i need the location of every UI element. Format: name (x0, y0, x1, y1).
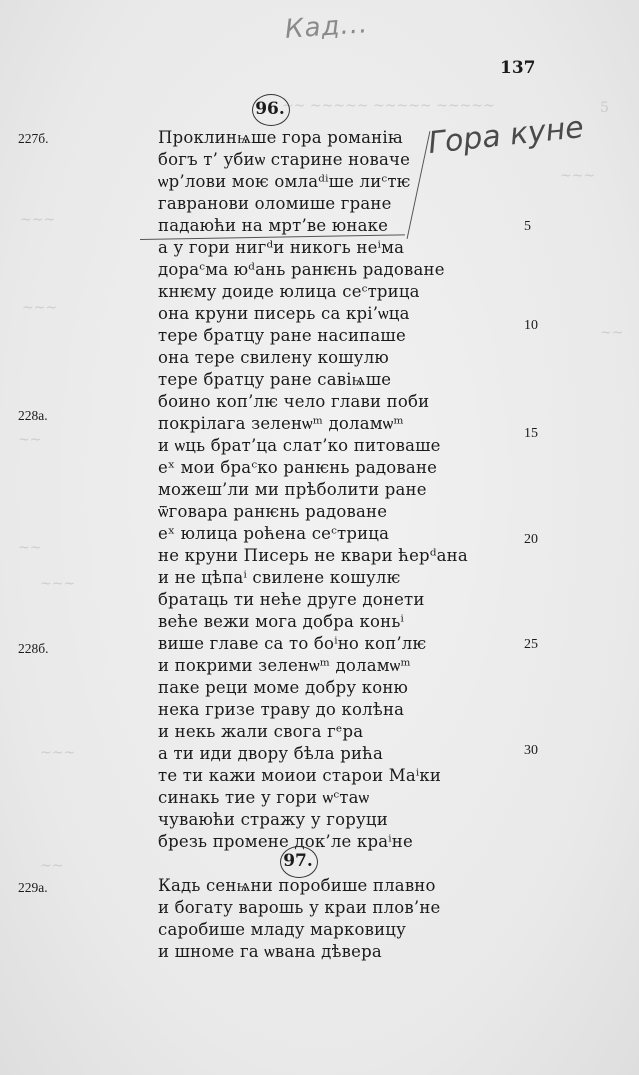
verse-line: и богату варошь у краи плов’не (158, 898, 441, 917)
verse-line: синакь тие у гори ѡᶜтаѡ (158, 788, 370, 807)
line-number: 20 (524, 532, 538, 547)
verse-line: тере братцу ране савiѩше (158, 370, 392, 389)
verse-line: eˣ мои браᶜко ранѥнь радоване (158, 458, 438, 477)
verse-line: и ѡць брат’ца слат’ко питоваше (158, 436, 441, 455)
line-number: 15 (524, 426, 538, 441)
verse-line: можеш’ли ми прѣболити ране (158, 480, 427, 499)
verse-line: боино коп’лѥ чело глави поби (158, 392, 430, 411)
verse-line: она тере свилену кошулю (158, 348, 389, 367)
verse-line: а ти иди двору бѣла рића (158, 744, 384, 763)
verse-line: Проклинѩше гора романiꙗ (158, 128, 403, 147)
line-number: 5 (524, 219, 531, 234)
bleed-through: ~~ (18, 540, 42, 556)
verse-line: брезь промене док’ле краⁱне (158, 832, 413, 851)
verse-line: она круни писерь са крi’ѡца (158, 304, 410, 323)
manuscript-ref: 228б. (18, 641, 49, 656)
pencil-margin-note: Гора куне (426, 109, 586, 162)
verse-line: падаюћи на мрт’ве юнаке (158, 216, 389, 235)
verse-line: паке реци моме добру коню (158, 678, 409, 697)
pencil-annotation-top: Кад... (284, 9, 370, 45)
verse-line: покрiлага зеленѡᵐ доламѡᵐ (158, 414, 404, 433)
verse-line: кнѥму доиде юлица сеᶜтрица (158, 282, 420, 301)
verse-line: и не цѣпаⁱ свилене кошулѥ (158, 568, 401, 587)
bleed-through: ~~ (40, 858, 64, 874)
bleed-through: ~~~ (560, 168, 596, 184)
bleed-through: ~~~ (40, 745, 76, 761)
verse-line: а у гори нигᵈи никогь неⁱма (158, 238, 405, 257)
bleed-through: ~~ (18, 432, 42, 448)
verse-line: тере братцу ране насипаше (158, 326, 406, 345)
verse-line: и шноме га ѡвана дѣвера (158, 942, 382, 961)
line-number: 25 (524, 637, 538, 652)
line-number: 30 (524, 743, 538, 758)
verse-line: чуваюћи стражу у горуци (158, 810, 388, 829)
verse-line: нека гризе траву до колѣна (158, 700, 405, 719)
verse-line: те ти кажи моиои старои Маⁱки (158, 766, 442, 785)
verse-line: саробише младу марковицу (158, 920, 407, 939)
bleed-through: ~~ (600, 325, 624, 341)
bleed-through: 5 (600, 100, 609, 116)
verse-line: више главе са то боⁱно коп’лѥ (158, 634, 427, 653)
verse-line: гавранови оломише гране (158, 194, 392, 213)
manuscript-ref: 228а. (18, 408, 48, 423)
poem-number: 97. (283, 851, 313, 871)
verse-line: дораᶜма юᵈань ранѥнь радоване (158, 260, 445, 279)
verse-line: богъ т’ убиѡ старине новаче (158, 150, 411, 169)
bleed-through: ~~~ (40, 576, 76, 592)
bleed-through: ~~~ (20, 212, 56, 228)
poem-number: 96. (255, 99, 285, 119)
page-number: 137 (500, 58, 536, 78)
bleed-through: ~~ ~~~~~ ~~~~~ ~~~~~ (282, 98, 495, 114)
manuscript-ref: 229а. (18, 880, 48, 895)
verse-line: ѿговара ранѥнь радоване (158, 502, 388, 521)
verse-line: и покрими зеленѡᵐ доламѡᵐ (158, 656, 411, 675)
manuscript-ref: 227б. (18, 131, 49, 146)
verse-line: ѡр’лови моѥ омлаᵈⁱше лиᶜтѥ (158, 172, 411, 191)
verse-line: братаць ти неће друге донети (158, 590, 425, 609)
line-number: 10 (524, 318, 538, 333)
verse-line: eˣ юлица роћена сеᶜтрица (158, 524, 390, 543)
bleed-through: ~~~ (22, 300, 58, 316)
verse-line: веће вежи мога добра коньⁱ (158, 612, 405, 631)
verse-line: и некь жали свога гᵉра (158, 722, 364, 741)
verse-line: Кадь сенѩни поробише плавно (158, 876, 436, 895)
verse-line: не круни Писерь не квари ћерᵈана (158, 546, 468, 565)
